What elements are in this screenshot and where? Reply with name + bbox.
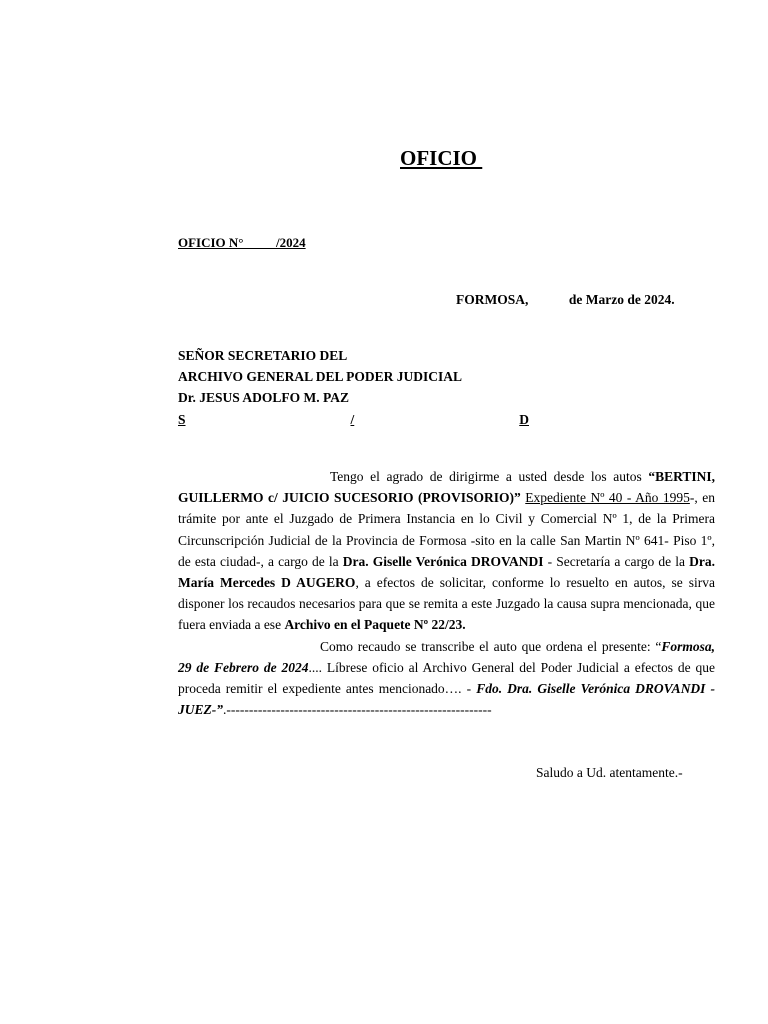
file-number: Expediente Nº 40 - Año 1995 — [525, 490, 690, 506]
addressee-line-3: Dr. JESUS ADOLFO M. PAZ — [178, 390, 350, 405]
place-and-date: FORMOSA, de Marzo de 2024. — [456, 292, 675, 307]
addressee-line-1: SEÑOR SECRETARIO DEL — [178, 348, 348, 363]
case-name: “BERTINI, GUILLERMO c/ JUICIO SUCESORIO (PROVISORIO)” — [178, 469, 715, 506]
sd-right: D — [519, 412, 529, 427]
secretary-name: Dra. María Mercedes D AUGERO — [178, 553, 715, 591]
signed-by: Fdo. Dra. Giselle Verónica DROVANDI -JUEZ-” — [178, 681, 715, 718]
archive-package: Archivo en el Paquete Nº 22/23. — [284, 617, 466, 633]
sd-mid: / — [350, 412, 355, 427]
sd-left: S — [178, 412, 186, 427]
office-number: OFICIO N° /2024 — [178, 235, 306, 250]
paragraph-2: Como recaudo se transcribe el auto que ordena el presente: “Formosa, 29 de Febrero de 2024.... Líbrese oficio al Archivo General del Poder Judicial a efectos de que proceda remitir el expediente antes mencionado…. - Fdo. Dra. Giselle Verónica DROVANDI -JUEZ-”.----------------------------------------------------------- — [178, 638, 716, 718]
order-date: Formosa, 29 de Febrero de 2024 — [178, 638, 715, 675]
addressee-line-2: ARCHIVO GENERAL DEL PODER JUDICIAL — [178, 369, 463, 384]
document-title: OFICIO — [400, 146, 483, 170]
closing-salutation: Saludo a Ud. atentamente.- — [536, 765, 683, 780]
paragraph-1: Tengo el agrado de dirigirme a usted desde los autos “BERTINI, GUILLERMO c/ JUICIO SUCESORIO (PROVISORIO)” Expediente Nº 40 - Año 1995-, en trámite por ante el Juzgado de Primera Instancia en lo Civil y Comercial Nº 1, de la Primera Circunscripción Judicial de la Provincia de Formosa -sito en la calle San Martin Nº 641- Piso 1º, de esta ciudad-, a cargo de la Dra. Giselle Verónica DROVANDI - Secretaría a cargo de la Dra. María Mercedes D AUGERO, a efectos de solicitar, conforme lo resuelto en autos, se sirva disponer los recaudos necesarios para que se remita a este Juzgado la causa supra mencionada, que fuera enviada a ese Archivo en el Paquete Nº 22/23. — [178, 469, 716, 633]
judge-name: Dra. Giselle Verónica DROVANDI — [342, 553, 544, 569]
body-text — [178, 466, 715, 720]
sd-line — [178, 412, 529, 428]
